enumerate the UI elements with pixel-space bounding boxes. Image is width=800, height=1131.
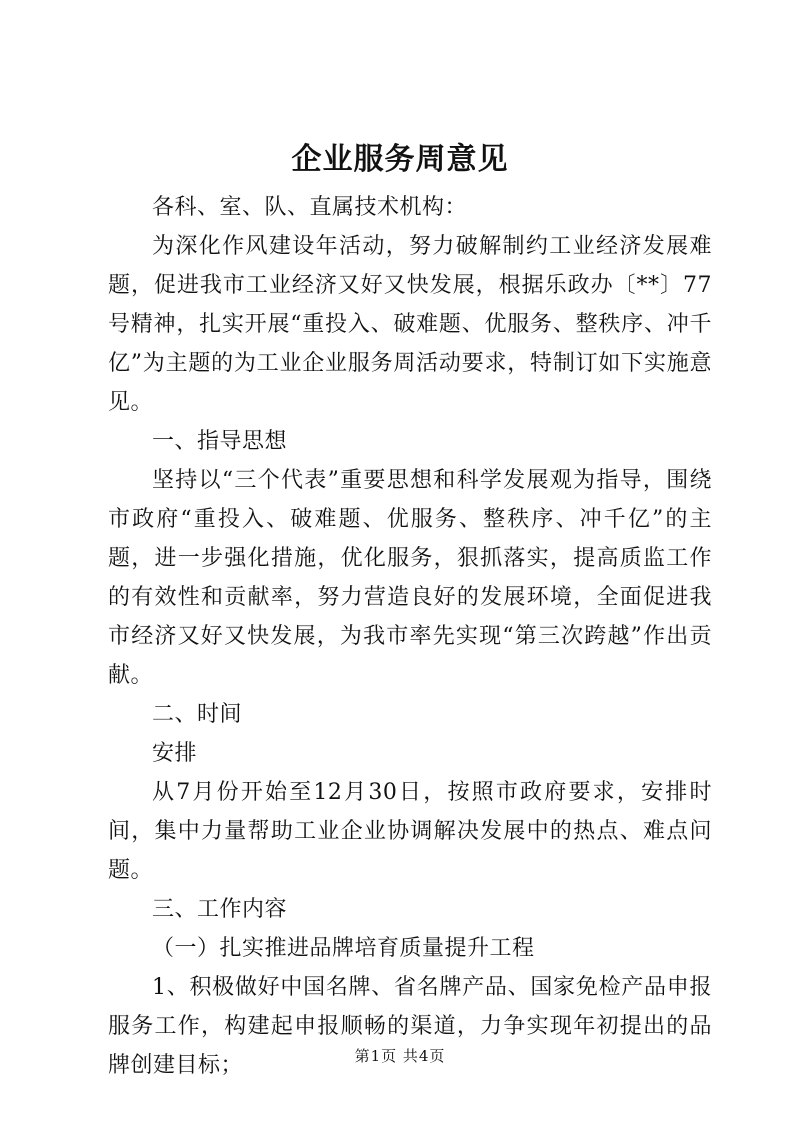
intro-paragraph: 为深化作风建设年活动，努力破解制约工业经济发展难题，促进我市工业经济又好又快发展，根据乐政办〔**〕77号精神，扎实开展“重投入、破难题、优服务、整秩序、冲千亿”为主题的为工业企业服务周活动要求，特制订如下实施意见。 (108, 234, 712, 415)
section-heading-work-content: 三、工作内容 (152, 897, 288, 922)
guiding-ideology-paragraph: 坚持以“三个代表”重要思想和科学发展观为指导，围绕市政府“重投入、破难题、优服务、整秩序、冲千亿”的主题，进一步强化措施，优化服务，狠抓落实，提高质监工作的有效性和贡献率，努力营造良好的发展环境，全面促进我市经济又好又快发展，为我市率先实现“第三次跨越”作出贡献。 (108, 468, 712, 688)
time-paragraph: 从7月份开始至12月30日，按照市政府要求，安排时间，集中力量帮助工业企业协调解决发展中的热点、难点问题。 (108, 780, 712, 883)
work-item-1-paragraph: 1、积极做好中国名牌、省名牌产品、国家免检产品申报服务工作，构建起申报顺畅的渠道，力争实现年初提出的品牌创建目标； (108, 975, 712, 1078)
section-heading-arrangement: 安排 (152, 741, 198, 766)
document-body (108, 188, 712, 1085)
document-title: 企业服务周意见 (291, 142, 509, 177)
subsection-heading-brand: （一）扎实推进品牌培育质量提升工程 (152, 936, 535, 961)
section-heading-guiding-ideology: 一、指导思想 (152, 429, 288, 454)
section-heading-time: 二、时间 (152, 702, 243, 727)
salutation-paragraph: 各科、室、队、直属技术机构： (152, 195, 468, 220)
page-number-footer: 第1页 共4页 (354, 1047, 446, 1065)
